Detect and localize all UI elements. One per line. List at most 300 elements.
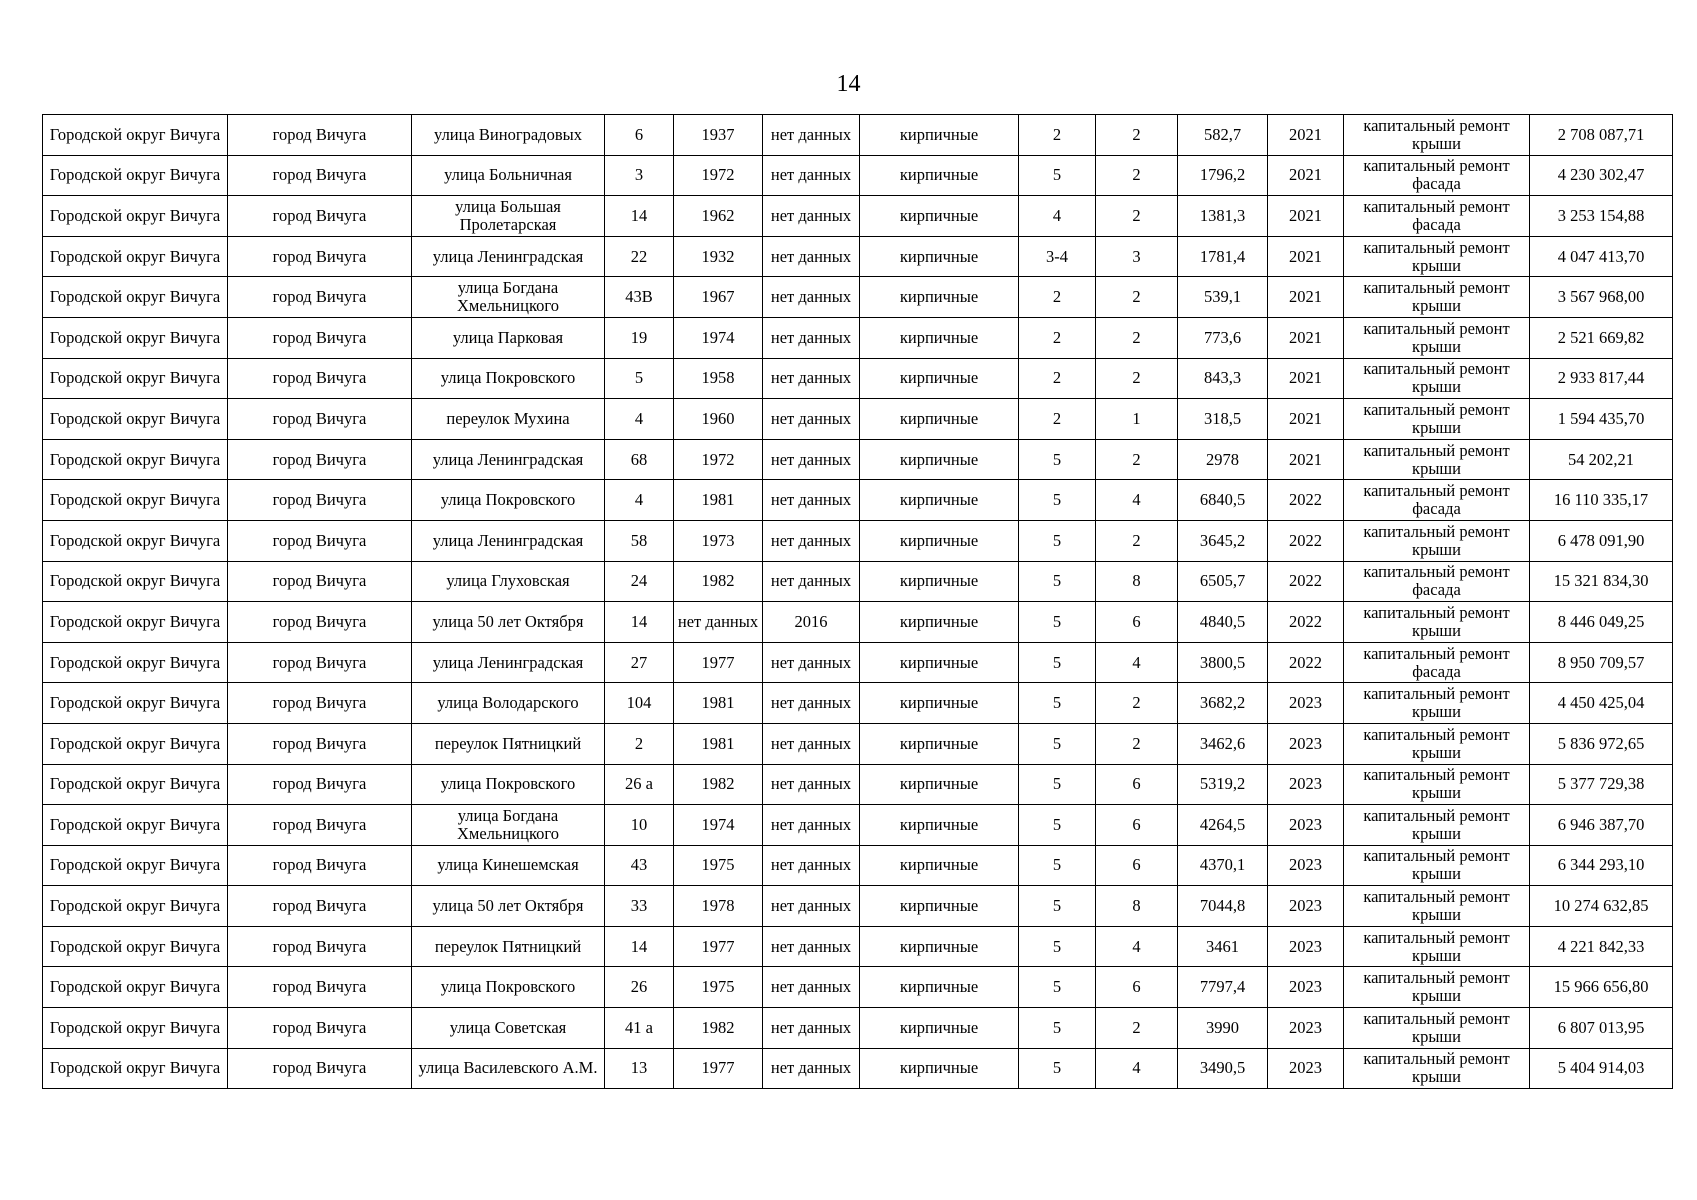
build-year-cell: 1981	[674, 683, 763, 724]
cost-cell: 54 202,21	[1530, 439, 1673, 480]
floors-cell: 5	[1019, 926, 1096, 967]
plan-year-cell: 2023	[1268, 1048, 1344, 1089]
house-number-cell: 26 а	[605, 764, 674, 805]
entrances-cell: 2	[1096, 723, 1178, 764]
municipality-cell: Городской округ Вичуга	[43, 764, 228, 805]
floors-cell: 5	[1019, 723, 1096, 764]
plan-year-cell: 2023	[1268, 805, 1344, 846]
table-row	[43, 561, 1673, 602]
entrances-cell: 4	[1096, 1048, 1178, 1089]
table-row	[43, 805, 1673, 846]
entrances-cell: 8	[1096, 886, 1178, 927]
municipality-cell: Городской округ Вичуга	[43, 317, 228, 358]
build-year-cell: 1932	[674, 236, 763, 277]
municipality-cell: Городской округ Вичуга	[43, 886, 228, 927]
floors-cell: 2	[1019, 115, 1096, 156]
municipality-cell: Городской округ Вичуга	[43, 845, 228, 886]
plan-year-cell: 2023	[1268, 967, 1344, 1008]
table-row	[43, 1008, 1673, 1049]
plan-year-cell: 2022	[1268, 642, 1344, 683]
street-cell: улица Большая Пролетарская	[412, 196, 605, 237]
page-number: 14	[836, 71, 861, 97]
street-cell: улица Ленинградская	[412, 439, 605, 480]
area-cell: 3462,6	[1178, 723, 1268, 764]
renovation-year-cell: нет данных	[763, 845, 860, 886]
entrances-cell: 2	[1096, 439, 1178, 480]
house-number-cell: 33	[605, 886, 674, 927]
street-cell: улица Больничная	[412, 155, 605, 196]
work-type-cell: капитальный ремонт крыши	[1344, 683, 1530, 724]
municipality-cell: Городской округ Вичуга	[43, 723, 228, 764]
wall-material-cell: кирпичные	[860, 886, 1019, 927]
street-cell: улица Покровского	[412, 480, 605, 521]
table-row	[43, 723, 1673, 764]
plan-year-cell: 2023	[1268, 845, 1344, 886]
entrances-cell: 6	[1096, 967, 1178, 1008]
municipality-cell: Городской округ Вичуга	[43, 236, 228, 277]
build-year-cell: 1982	[674, 1008, 763, 1049]
house-number-cell: 4	[605, 480, 674, 521]
cost-cell: 5 404 914,03	[1530, 1048, 1673, 1089]
entrances-cell: 6	[1096, 805, 1178, 846]
work-type-cell: капитальный ремонт фасада	[1344, 196, 1530, 237]
plan-year-cell: 2023	[1268, 723, 1344, 764]
renovation-year-cell: нет данных	[763, 480, 860, 521]
floors-cell: 5	[1019, 967, 1096, 1008]
build-year-cell: 1962	[674, 196, 763, 237]
build-year-cell: 1981	[674, 480, 763, 521]
build-year-cell: 1977	[674, 642, 763, 683]
municipality-cell: Городской округ Вичуга	[43, 520, 228, 561]
cost-cell: 15 966 656,80	[1530, 967, 1673, 1008]
table-row	[43, 399, 1673, 440]
cost-cell: 10 274 632,85	[1530, 886, 1673, 927]
house-number-cell: 14	[605, 196, 674, 237]
floors-cell: 5	[1019, 439, 1096, 480]
area-cell: 582,7	[1178, 115, 1268, 156]
table-row	[43, 480, 1673, 521]
area-cell: 3490,5	[1178, 1048, 1268, 1089]
wall-material-cell: кирпичные	[860, 764, 1019, 805]
municipality-cell: Городской округ Вичуга	[43, 642, 228, 683]
wall-material-cell: кирпичные	[860, 602, 1019, 643]
cost-cell: 4 450 425,04	[1530, 683, 1673, 724]
street-cell: улица Ленинградская	[412, 642, 605, 683]
cost-cell: 4 047 413,70	[1530, 236, 1673, 277]
entrances-cell: 2	[1096, 115, 1178, 156]
area-cell: 1796,2	[1178, 155, 1268, 196]
table-row	[43, 764, 1673, 805]
floors-cell: 5	[1019, 561, 1096, 602]
wall-material-cell: кирпичные	[860, 277, 1019, 318]
settlement-cell: город Вичуга	[228, 317, 412, 358]
settlement-cell: город Вичуга	[228, 1008, 412, 1049]
work-type-cell: капитальный ремонт крыши	[1344, 764, 1530, 805]
build-year-cell: 1974	[674, 805, 763, 846]
table-row	[43, 317, 1673, 358]
floors-cell: 5	[1019, 155, 1096, 196]
settlement-cell: город Вичуга	[228, 602, 412, 643]
work-type-cell: капитальный ремонт крыши	[1344, 277, 1530, 318]
entrances-cell: 4	[1096, 642, 1178, 683]
settlement-cell: город Вичуга	[228, 561, 412, 602]
entrances-cell: 2	[1096, 520, 1178, 561]
cost-cell: 5 836 972,65	[1530, 723, 1673, 764]
housing-register-table	[42, 114, 1673, 1089]
build-year-cell: 1960	[674, 399, 763, 440]
work-type-cell: капитальный ремонт крыши	[1344, 520, 1530, 561]
street-cell: улица Богдана Хмельницкого	[412, 277, 605, 318]
settlement-cell: город Вичуга	[228, 277, 412, 318]
municipality-cell: Городской округ Вичуга	[43, 805, 228, 846]
settlement-cell: город Вичуга	[228, 926, 412, 967]
wall-material-cell: кирпичные	[860, 115, 1019, 156]
plan-year-cell: 2021	[1268, 155, 1344, 196]
table-row	[43, 845, 1673, 886]
renovation-year-cell: нет данных	[763, 1008, 860, 1049]
house-number-cell: 14	[605, 926, 674, 967]
renovation-year-cell: нет данных	[763, 642, 860, 683]
work-type-cell: капитальный ремонт фасада	[1344, 642, 1530, 683]
area-cell: 4264,5	[1178, 805, 1268, 846]
area-cell: 7044,8	[1178, 886, 1268, 927]
work-type-cell: капитальный ремонт крыши	[1344, 926, 1530, 967]
street-cell: улица 50 лет Октября	[412, 602, 605, 643]
work-type-cell: капитальный ремонт крыши	[1344, 1048, 1530, 1089]
work-type-cell: капитальный ремонт крыши	[1344, 439, 1530, 480]
table-row	[43, 1048, 1673, 1089]
street-cell: переулок Пятницкий	[412, 926, 605, 967]
floors-cell: 5	[1019, 805, 1096, 846]
area-cell: 1781,4	[1178, 236, 1268, 277]
house-number-cell: 3	[605, 155, 674, 196]
work-type-cell: капитальный ремонт крыши	[1344, 236, 1530, 277]
house-number-cell: 19	[605, 317, 674, 358]
table-row	[43, 196, 1673, 237]
build-year-cell: 1981	[674, 723, 763, 764]
floors-cell: 5	[1019, 764, 1096, 805]
municipality-cell: Городской округ Вичуга	[43, 155, 228, 196]
wall-material-cell: кирпичные	[860, 642, 1019, 683]
municipality-cell: Городской округ Вичуга	[43, 683, 228, 724]
area-cell: 3682,2	[1178, 683, 1268, 724]
table-row	[43, 439, 1673, 480]
entrances-cell: 2	[1096, 683, 1178, 724]
house-number-cell: 26	[605, 967, 674, 1008]
wall-material-cell: кирпичные	[860, 480, 1019, 521]
plan-year-cell: 2023	[1268, 926, 1344, 967]
work-type-cell: капитальный ремонт крыши	[1344, 723, 1530, 764]
build-year-cell: 1977	[674, 926, 763, 967]
floors-cell: 5	[1019, 886, 1096, 927]
renovation-year-cell: нет данных	[763, 805, 860, 846]
street-cell: улица Покровского	[412, 967, 605, 1008]
wall-material-cell: кирпичные	[860, 967, 1019, 1008]
municipality-cell: Городской округ Вичуга	[43, 967, 228, 1008]
cost-cell: 1 594 435,70	[1530, 399, 1673, 440]
house-number-cell: 41 а	[605, 1008, 674, 1049]
area-cell: 4840,5	[1178, 602, 1268, 643]
house-number-cell: 58	[605, 520, 674, 561]
street-cell: улица Ленинградская	[412, 520, 605, 561]
house-number-cell: 43В	[605, 277, 674, 318]
entrances-cell: 2	[1096, 1008, 1178, 1049]
floors-cell: 2	[1019, 358, 1096, 399]
wall-material-cell: кирпичные	[860, 561, 1019, 602]
build-year-cell: 1978	[674, 886, 763, 927]
plan-year-cell: 2021	[1268, 277, 1344, 318]
house-number-cell: 22	[605, 236, 674, 277]
entrances-cell: 4	[1096, 926, 1178, 967]
plan-year-cell: 2021	[1268, 236, 1344, 277]
cost-cell: 4 221 842,33	[1530, 926, 1673, 967]
renovation-year-cell: нет данных	[763, 886, 860, 927]
municipality-cell: Городской округ Вичуга	[43, 277, 228, 318]
wall-material-cell: кирпичные	[860, 317, 1019, 358]
wall-material-cell: кирпичные	[860, 1008, 1019, 1049]
floors-cell: 5	[1019, 642, 1096, 683]
renovation-year-cell: нет данных	[763, 926, 860, 967]
table-body	[43, 115, 1673, 1089]
renovation-year-cell: нет данных	[763, 236, 860, 277]
cost-cell: 6 478 091,90	[1530, 520, 1673, 561]
floors-cell: 2	[1019, 317, 1096, 358]
street-cell: улица Ленинградская	[412, 236, 605, 277]
plan-year-cell: 2022	[1268, 602, 1344, 643]
floors-cell: 5	[1019, 602, 1096, 643]
build-year-cell: 1975	[674, 845, 763, 886]
street-cell: улица Кинешемская	[412, 845, 605, 886]
cost-cell: 4 230 302,47	[1530, 155, 1673, 196]
entrances-cell: 2	[1096, 317, 1178, 358]
wall-material-cell: кирпичные	[860, 1048, 1019, 1089]
floors-cell: 5	[1019, 683, 1096, 724]
house-number-cell: 68	[605, 439, 674, 480]
build-year-cell: нет данных	[674, 602, 763, 643]
area-cell: 539,1	[1178, 277, 1268, 318]
settlement-cell: город Вичуга	[228, 115, 412, 156]
entrances-cell: 3	[1096, 236, 1178, 277]
floors-cell: 2	[1019, 399, 1096, 440]
renovation-year-cell: 2016	[763, 602, 860, 643]
work-type-cell: капитальный ремонт крыши	[1344, 967, 1530, 1008]
wall-material-cell: кирпичные	[860, 926, 1019, 967]
settlement-cell: город Вичуга	[228, 683, 412, 724]
wall-material-cell: кирпичные	[860, 236, 1019, 277]
work-type-cell: капитальный ремонт крыши	[1344, 805, 1530, 846]
wall-material-cell: кирпичные	[860, 155, 1019, 196]
renovation-year-cell: нет данных	[763, 317, 860, 358]
entrances-cell: 6	[1096, 764, 1178, 805]
plan-year-cell: 2021	[1268, 317, 1344, 358]
plan-year-cell: 2021	[1268, 399, 1344, 440]
table-row	[43, 967, 1673, 1008]
settlement-cell: город Вичуга	[228, 155, 412, 196]
work-type-cell: капитальный ремонт крыши	[1344, 1008, 1530, 1049]
street-cell: улица Володарского	[412, 683, 605, 724]
plan-year-cell: 2021	[1268, 196, 1344, 237]
municipality-cell: Городской округ Вичуга	[43, 480, 228, 521]
settlement-cell: город Вичуга	[228, 805, 412, 846]
plan-year-cell: 2022	[1268, 520, 1344, 561]
floors-cell: 5	[1019, 520, 1096, 561]
renovation-year-cell: нет данных	[763, 439, 860, 480]
area-cell: 2978	[1178, 439, 1268, 480]
settlement-cell: город Вичуга	[228, 480, 412, 521]
wall-material-cell: кирпичные	[860, 723, 1019, 764]
renovation-year-cell: нет данных	[763, 277, 860, 318]
cost-cell: 2 708 087,71	[1530, 115, 1673, 156]
cost-cell: 8 446 049,25	[1530, 602, 1673, 643]
municipality-cell: Городской округ Вичуга	[43, 602, 228, 643]
street-cell: улица Глуховская	[412, 561, 605, 602]
street-cell: улица Советская	[412, 1008, 605, 1049]
house-number-cell: 27	[605, 642, 674, 683]
street-cell: улица Парковая	[412, 317, 605, 358]
build-year-cell: 1972	[674, 439, 763, 480]
municipality-cell: Городской округ Вичуга	[43, 196, 228, 237]
renovation-year-cell: нет данных	[763, 723, 860, 764]
street-cell: улица Богдана Хмельницкого	[412, 805, 605, 846]
entrances-cell: 2	[1096, 277, 1178, 318]
wall-material-cell: кирпичные	[860, 683, 1019, 724]
cost-cell: 3 253 154,88	[1530, 196, 1673, 237]
plan-year-cell: 2023	[1268, 1008, 1344, 1049]
cost-cell: 5 377 729,38	[1530, 764, 1673, 805]
area-cell: 6840,5	[1178, 480, 1268, 521]
floors-cell: 5	[1019, 480, 1096, 521]
house-number-cell: 24	[605, 561, 674, 602]
table-row	[43, 520, 1673, 561]
plan-year-cell: 2022	[1268, 561, 1344, 602]
settlement-cell: город Вичуга	[228, 764, 412, 805]
work-type-cell: капитальный ремонт фасада	[1344, 155, 1530, 196]
cost-cell: 2 521 669,82	[1530, 317, 1673, 358]
plan-year-cell: 2023	[1268, 764, 1344, 805]
wall-material-cell: кирпичные	[860, 358, 1019, 399]
municipality-cell: Городской округ Вичуга	[43, 115, 228, 156]
work-type-cell: капитальный ремонт крыши	[1344, 886, 1530, 927]
area-cell: 3461	[1178, 926, 1268, 967]
house-number-cell: 14	[605, 602, 674, 643]
municipality-cell: Городской округ Вичуга	[43, 358, 228, 399]
plan-year-cell: 2021	[1268, 115, 1344, 156]
house-number-cell: 5	[605, 358, 674, 399]
settlement-cell: город Вичуга	[228, 967, 412, 1008]
table-row	[43, 602, 1673, 643]
cost-cell: 16 110 335,17	[1530, 480, 1673, 521]
plan-year-cell: 2023	[1268, 886, 1344, 927]
plan-year-cell: 2021	[1268, 358, 1344, 399]
street-cell: переулок Пятницкий	[412, 723, 605, 764]
build-year-cell: 1958	[674, 358, 763, 399]
area-cell: 7797,4	[1178, 967, 1268, 1008]
table-row	[43, 642, 1673, 683]
wall-material-cell: кирпичные	[860, 520, 1019, 561]
entrances-cell: 4	[1096, 480, 1178, 521]
cost-cell: 15 321 834,30	[1530, 561, 1673, 602]
table-row	[43, 683, 1673, 724]
settlement-cell: город Вичуга	[228, 439, 412, 480]
renovation-year-cell: нет данных	[763, 764, 860, 805]
build-year-cell: 1982	[674, 764, 763, 805]
entrances-cell: 6	[1096, 602, 1178, 643]
table-row	[43, 115, 1673, 156]
floors-cell: 5	[1019, 1048, 1096, 1089]
municipality-cell: Городской округ Вичуга	[43, 926, 228, 967]
municipality-cell: Городской округ Вичуга	[43, 1048, 228, 1089]
street-cell: переулок Мухина	[412, 399, 605, 440]
table-row	[43, 155, 1673, 196]
wall-material-cell: кирпичные	[860, 399, 1019, 440]
work-type-cell: капитальный ремонт фасада	[1344, 480, 1530, 521]
renovation-year-cell: нет данных	[763, 967, 860, 1008]
renovation-year-cell: нет данных	[763, 683, 860, 724]
cost-cell: 6 344 293,10	[1530, 845, 1673, 886]
renovation-year-cell: нет данных	[763, 520, 860, 561]
cost-cell: 6 807 013,95	[1530, 1008, 1673, 1049]
area-cell: 3990	[1178, 1008, 1268, 1049]
street-cell: улица Василевского А.М.	[412, 1048, 605, 1089]
renovation-year-cell: нет данных	[763, 561, 860, 602]
settlement-cell: город Вичуга	[228, 642, 412, 683]
build-year-cell: 1973	[674, 520, 763, 561]
entrances-cell: 6	[1096, 845, 1178, 886]
table-row	[43, 236, 1673, 277]
floors-cell: 2	[1019, 277, 1096, 318]
area-cell: 3645,2	[1178, 520, 1268, 561]
table-row	[43, 277, 1673, 318]
work-type-cell: капитальный ремонт крыши	[1344, 399, 1530, 440]
work-type-cell: капитальный ремонт фасада	[1344, 561, 1530, 602]
municipality-cell: Городской округ Вичуга	[43, 439, 228, 480]
house-number-cell: 104	[605, 683, 674, 724]
street-cell: улица 50 лет Октября	[412, 886, 605, 927]
build-year-cell: 1977	[674, 1048, 763, 1089]
work-type-cell: капитальный ремонт крыши	[1344, 115, 1530, 156]
renovation-year-cell: нет данных	[763, 115, 860, 156]
area-cell: 4370,1	[1178, 845, 1268, 886]
cost-cell: 2 933 817,44	[1530, 358, 1673, 399]
wall-material-cell: кирпичные	[860, 805, 1019, 846]
build-year-cell: 1967	[674, 277, 763, 318]
area-cell: 3800,5	[1178, 642, 1268, 683]
work-type-cell: капитальный ремонт крыши	[1344, 358, 1530, 399]
work-type-cell: капитальный ремонт крыши	[1344, 602, 1530, 643]
settlement-cell: город Вичуга	[228, 723, 412, 764]
house-number-cell: 43	[605, 845, 674, 886]
area-cell: 6505,7	[1178, 561, 1268, 602]
entrances-cell: 2	[1096, 358, 1178, 399]
settlement-cell: город Вичуга	[228, 196, 412, 237]
plan-year-cell: 2021	[1268, 439, 1344, 480]
house-number-cell: 4	[605, 399, 674, 440]
house-number-cell: 13	[605, 1048, 674, 1089]
settlement-cell: город Вичуга	[228, 1048, 412, 1089]
settlement-cell: город Вичуга	[228, 886, 412, 927]
cost-cell: 8 950 709,57	[1530, 642, 1673, 683]
settlement-cell: город Вичуга	[228, 399, 412, 440]
wall-material-cell: кирпичные	[860, 439, 1019, 480]
municipality-cell: Городской округ Вичуга	[43, 399, 228, 440]
plan-year-cell: 2023	[1268, 683, 1344, 724]
work-type-cell: капитальный ремонт крыши	[1344, 845, 1530, 886]
work-type-cell: капитальный ремонт крыши	[1344, 317, 1530, 358]
entrances-cell: 1	[1096, 399, 1178, 440]
area-cell: 773,6	[1178, 317, 1268, 358]
renovation-year-cell: нет данных	[763, 399, 860, 440]
build-year-cell: 1982	[674, 561, 763, 602]
